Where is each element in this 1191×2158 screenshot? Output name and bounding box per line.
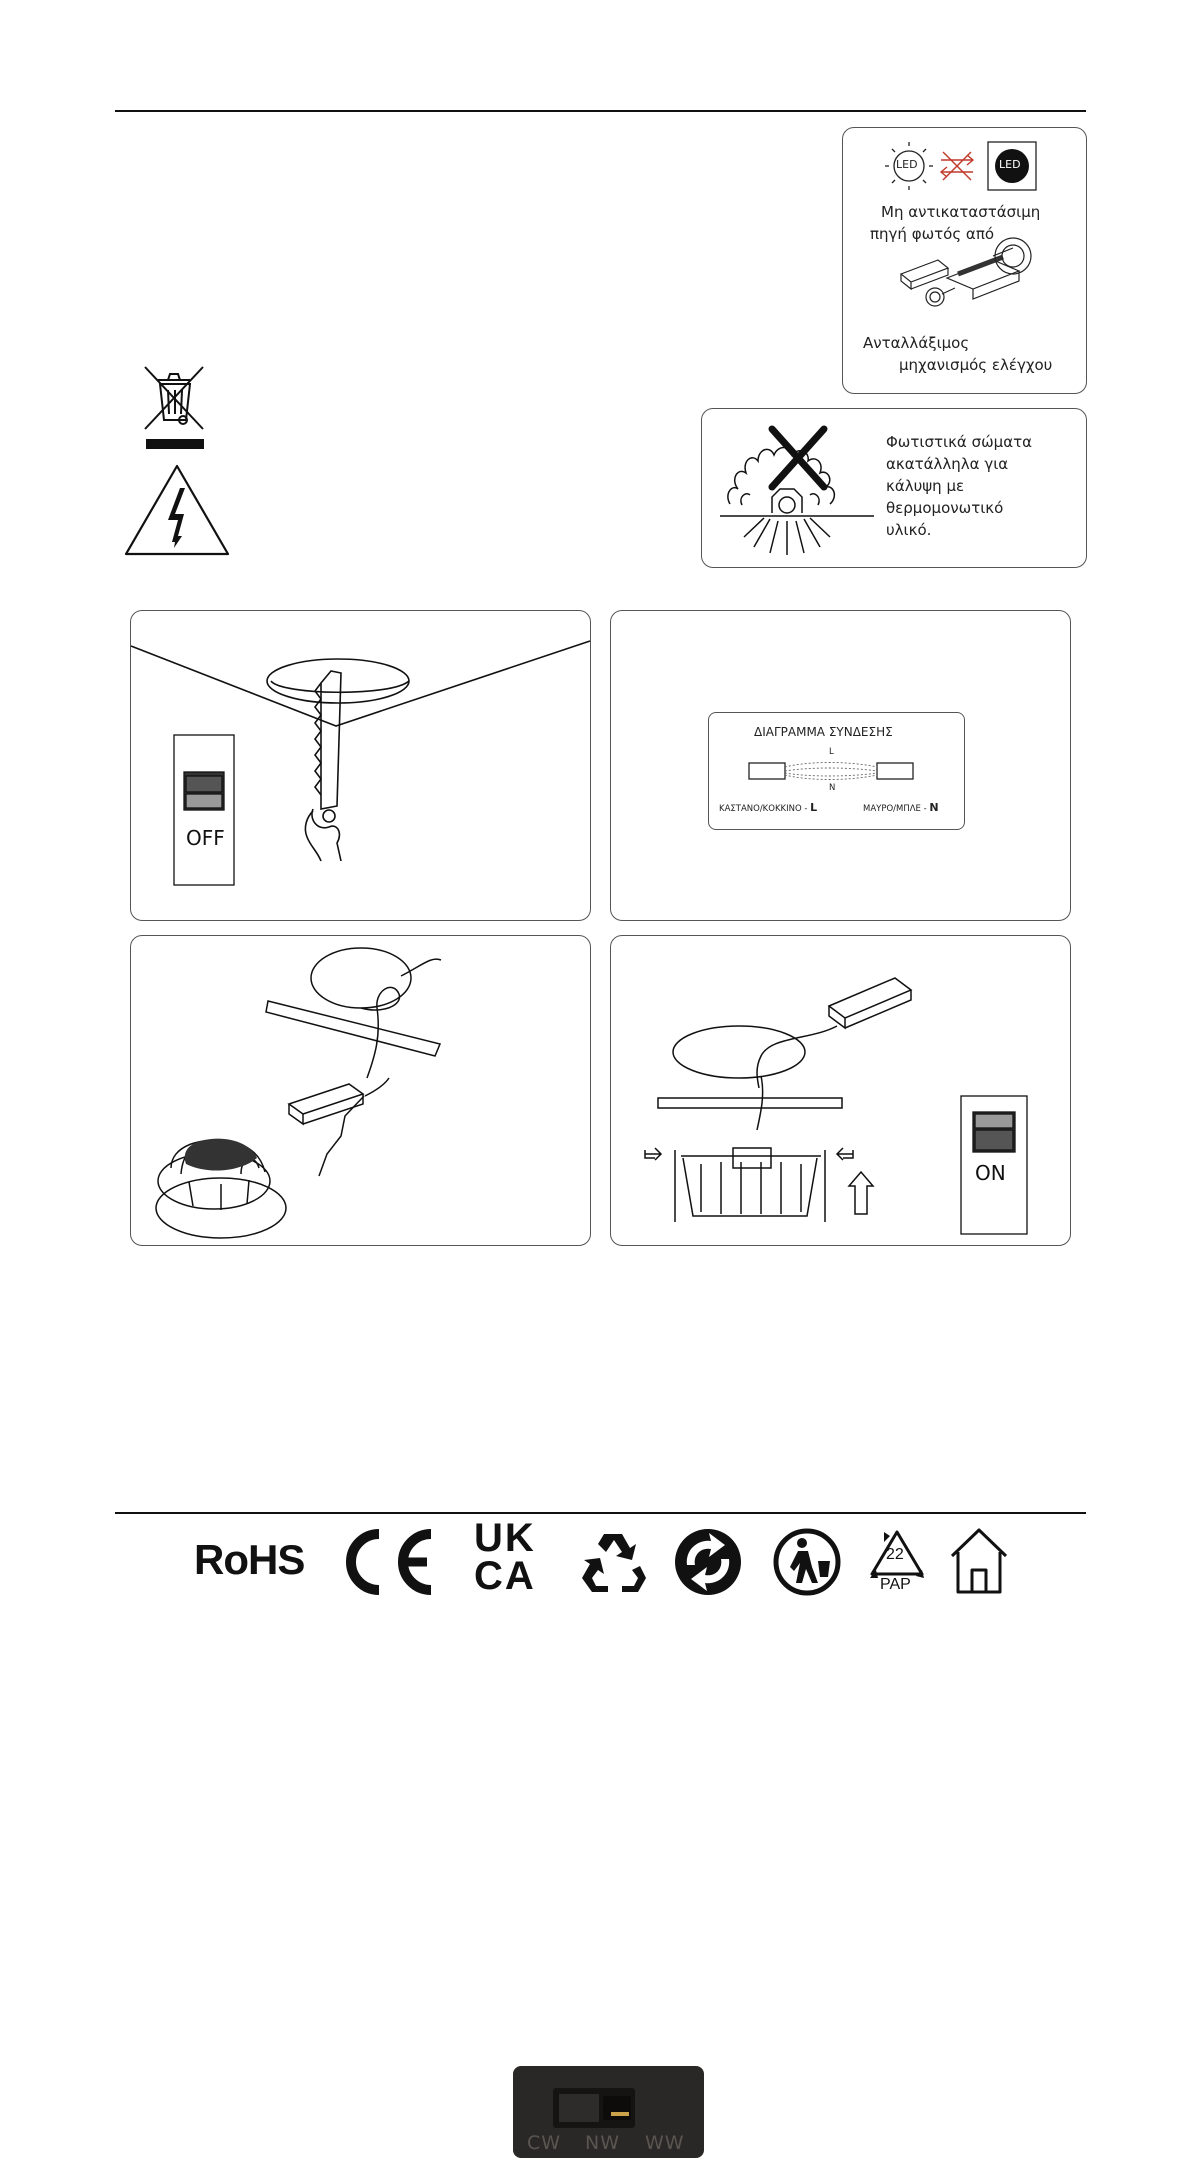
light-source-info-box — [842, 127, 1087, 394]
cct-selector-photo — [513, 2066, 704, 2158]
black-wire-label — [863, 801, 939, 814]
insulation-line-1: Φωτιστικά σώματα — [886, 433, 1033, 451]
brown-wire-text: ΚΑΣΤΑΝΟ/ΚΟΚΚΙΝΟ - — [719, 804, 808, 814]
insulation-warning-box — [701, 408, 1087, 568]
non-replaceable-line1: Μη αντικαταστάσιμη — [881, 203, 1041, 221]
cct-option-ww: WW — [645, 2132, 685, 2154]
replaceable-line1: Ανταλλάξιμος — [863, 334, 970, 352]
black-wire-code: N — [929, 801, 939, 814]
indoor-use-house-icon — [948, 1526, 1010, 1596]
led-icon-label: LED — [896, 158, 918, 171]
bottom-rule — [115, 1512, 1086, 1514]
ce-mark — [343, 1528, 439, 1600]
step-4-install-panel — [610, 935, 1071, 1246]
off-switch-icon — [174, 735, 234, 885]
off-switch-label: OFF — [186, 826, 225, 850]
insulation-warning-text — [886, 431, 1032, 541]
high-voltage-icon — [122, 462, 232, 558]
ce-mark-icon — [343, 1528, 439, 1596]
ukca-mark-bottom: CA — [474, 1554, 536, 1598]
cct-option-nw: NW — [585, 2132, 620, 2154]
insulation-line-2: ακατάλληλα για — [886, 455, 1009, 473]
tidyman-icon — [772, 1527, 842, 1597]
pap-label: PAP — [880, 1576, 911, 1593]
on-switch-label: ON — [975, 1161, 1006, 1185]
insulation-line-3: κάλυψη με — [886, 477, 965, 495]
no-swap-icon — [941, 152, 973, 180]
brown-wire-label — [719, 801, 817, 814]
recycle-icon — [578, 1530, 648, 1596]
black-wire-text: ΜΑΥΡΟ/ΜΠΛΕ - — [863, 804, 927, 814]
cut-hole-drawing — [131, 611, 590, 920]
non-replaceable-line2: πηγή φωτός από — [870, 225, 995, 243]
step-1-cut-hole-panel — [130, 610, 591, 921]
rohs-logo: RoHS — [194, 1536, 305, 1583]
led-icon-label-dark: LED — [999, 158, 1021, 171]
wiring-diagram — [708, 712, 965, 830]
pap-number: 22 — [886, 1546, 904, 1563]
weee-crossed-bin-icon — [140, 362, 210, 452]
insulation-line-4: θερμομονωτικό — [886, 499, 1004, 517]
ukca-mark-top: UK — [474, 1516, 536, 1560]
cct-option-cw: CW — [527, 2132, 562, 2154]
wiring-diagram-title: ΔΙΑΓΡΑΜΜΑ ΣΥΝΔΕΣΗΣ — [754, 725, 893, 739]
driver-drawing — [901, 238, 1031, 306]
no-insulation-cover-icon — [702, 409, 872, 567]
top-rule — [115, 110, 1086, 112]
brown-wire-code: L — [810, 801, 818, 814]
install-drawing — [611, 936, 1070, 1245]
wire-N-label: N — [829, 783, 836, 793]
replaceable-line2: μηχανισμός ελέγχου — [899, 356, 1053, 374]
wire-L-label: L — [829, 747, 834, 757]
cct-setup-drawing — [131, 936, 590, 1245]
insulation-line-5: υλικό. — [886, 521, 932, 539]
green-dot-icon — [673, 1527, 743, 1597]
